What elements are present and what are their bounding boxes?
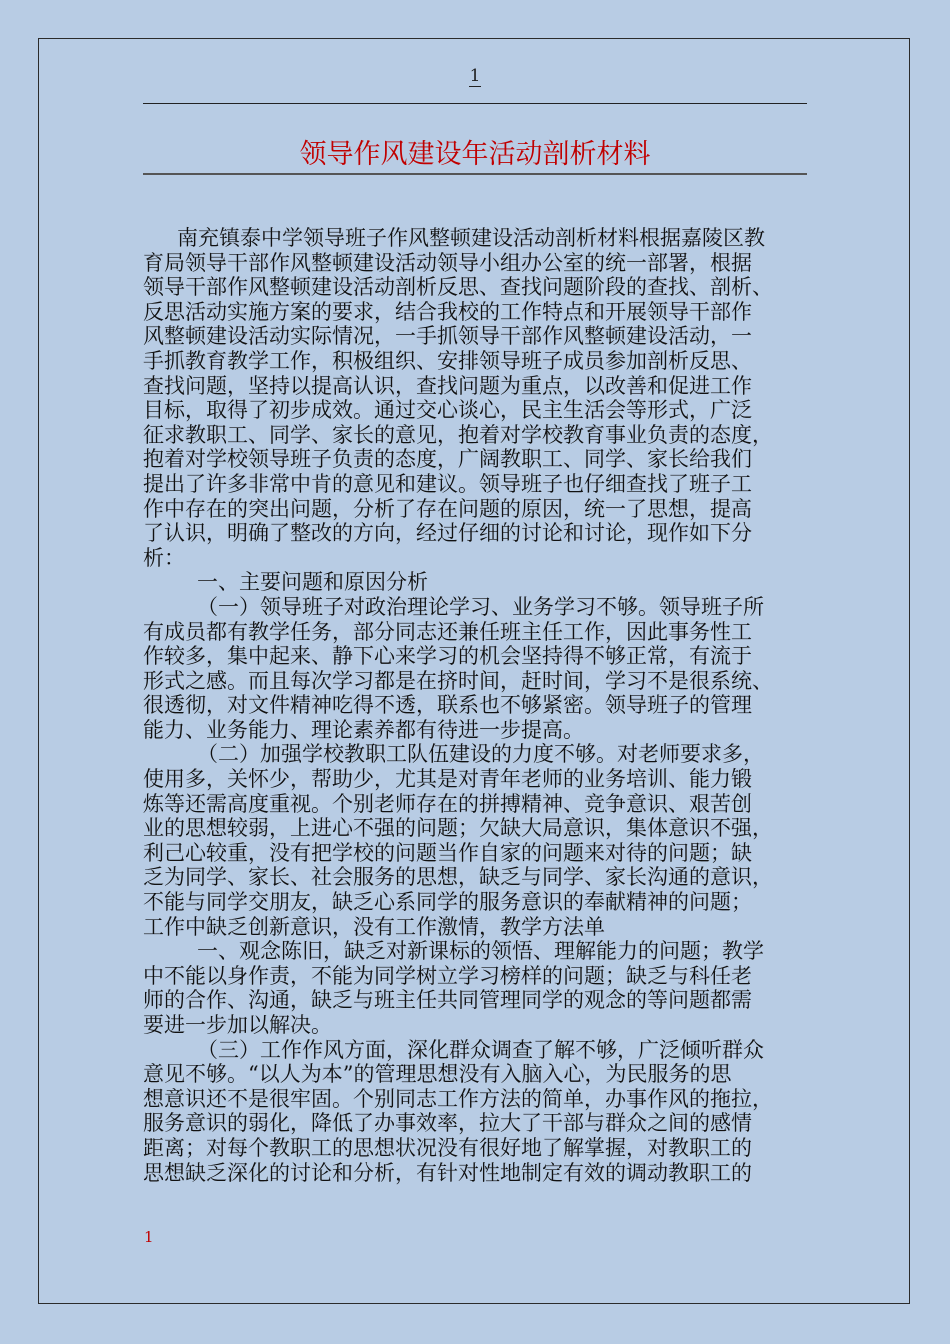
body-line: 工作中缺乏创新意识，没有工作激情，教学方法单 [143,914,605,939]
section-heading: 一、主要问题和原因分析 [197,570,428,595]
header-page-number: 1 [469,66,481,86]
body-line: 征求教职工、同学、家长的意见，抱着对学校教育事业负责的态度， [143,422,773,447]
body-line: 中不能以身作责，不能为同学树立学习榜样的问题；缺乏与科任老 [143,963,752,988]
body-line: 意见不够。“以人为本”的管理思想没有入脑入心，为民服务的思 [143,1062,732,1087]
body-line: 有成员都有教学任务，部分同志还兼任班主任工作，因此事务性工 [143,619,752,644]
body-line: 形式之感。而且每次学习都是在挤时间，赶时间，学习不是很系统、 [143,668,773,693]
body-line: 一、观念陈旧，缺乏对新课标的领悟、理解能力的问题；教学 [197,939,764,964]
body-line: 领导干部作风整顿建设活动剖析反思、查找问题阶段的查找、剖析、 [143,275,773,300]
body-line: 不能与同学交朋友，缺乏心系同学的服务意识的奉献精神的问题； [143,890,752,915]
body-line: 风整顿建设活动实际情况，一手抓领导干部作风整顿建设活动，一 [143,324,752,349]
footer-page-number: 1 [144,1228,154,1246]
body-line: （三）工作作风方面，深化群众调查了解不够，广泛倾听群众 [197,1037,764,1062]
body-line: 目标，取得了初步成效。通过交心谈心，民主生活会等形式，广泛 [143,398,752,423]
body-line: 很透彻，对文件精神吃得不透，联系也不够紧密。领导班子的管理 [143,693,752,718]
body-line: 利己心较重，没有把学校的问题当作自家的问题来对待的问题；缺 [143,840,752,865]
body-line: 业的思想较弱，上进心不强的问题；欠缺大局意识，集体意识不强， [143,816,773,841]
body-line: 炼等还需高度重视。个别老师存在的拼搏精神、竞争意识、艰苦创 [143,791,752,816]
body-line: 能力、业务能力、理论素养都有待进一步提高。 [143,717,584,742]
body-line: 作中存在的突出问题，分析了存在问题的原因，统一了思想，提高 [143,496,752,521]
body-line: 提出了许多非常中肯的意见和建议。领导班子也仔细查找了班子工 [143,471,752,496]
body-line: 思想缺乏深化的讨论和分析，有针对性地制定有效的调动教职工的 [143,1160,752,1185]
body-line: 乏为同学、家长、社会服务的思想，缺乏与同学、家长沟通的意识， [143,865,773,890]
body-line: 师的合作、沟通，缺乏与班主任共同管理同学的观念的等问题都需 [143,988,752,1013]
body-line: 抱着对学校领导班子负责的态度，广阔教职工、同学、家长给我们 [143,447,752,472]
body-line: 想意识还不是很牢固。个别同志工作方法的简单，办事作风的拖拉， [143,1086,773,1111]
body-line: （二）加强学校教职工队伍建设的力度不够。对老师要求多， [197,742,764,767]
body-line: 服务意识的弱化，降低了办事效率，拉大了干部与群众之间的感情 [143,1111,752,1136]
body-line: 查找问题，坚持以提高认识，查找问题为重点，以改善和促进工作 [143,373,752,398]
header-rule [143,103,807,104]
body-line: （一）领导班子对政治理论学习、业务学习不够。领导班子所 [197,594,764,619]
body-line: 析： [143,545,185,570]
body-line: 手抓教育教学工作，积极组织、安排领导班子成员参加剖析反思、 [143,348,752,373]
body-line: 了认识，明确了整改的方向，经过仔细的讨论和讨论，现作如下分 [143,521,752,546]
title-rule [143,173,807,175]
body-line: 育局领导干部作风整顿建设活动领导小组办公室的统一部署，根据 [143,250,752,275]
document-title: 领导作风建设年活动剖析材料 [299,139,651,170]
body-line: 南充镇泰中学领导班子作风整顿建设活动剖析材料根据嘉陵区教 [177,226,765,250]
body-line: 使用多，关怀少，帮助少，尤其是对青年老师的业务培训、能力锻 [143,767,752,792]
body-line: 距离；对每个教职工的思想状况没有很好地了解掌握，对教职工的 [143,1135,752,1160]
body-line: 要进一步加以解决。 [143,1013,332,1037]
body-line: 作较多，集中起来、静下心来学习的机会坚持得不够正常，有流于 [143,644,752,669]
body-line: 反思活动实施方案的要求，结合我校的工作特点和开展领导干部作 [143,299,752,324]
body-text [143,226,815,1185]
